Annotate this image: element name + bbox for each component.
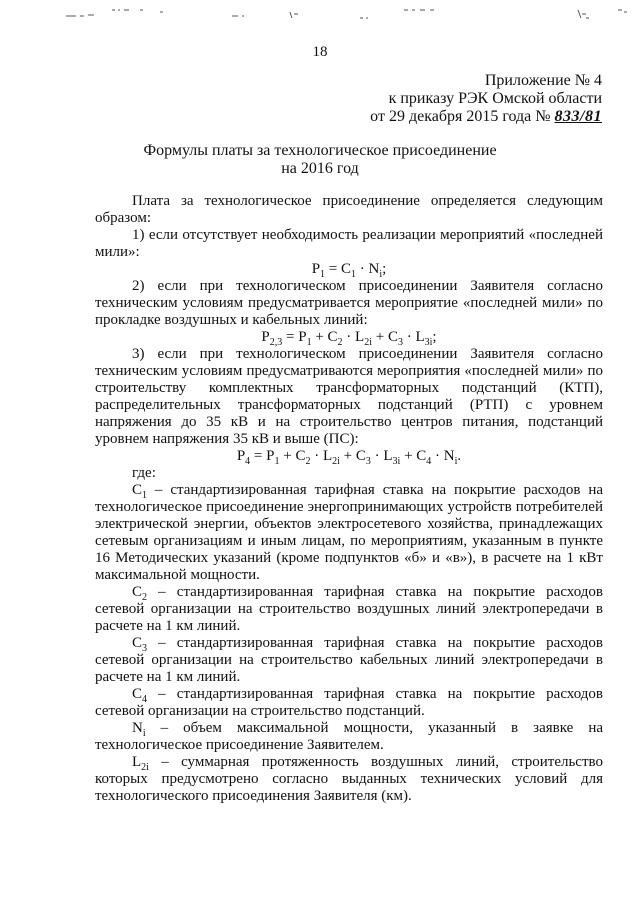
definition-c2: $C_2$ – стандартизированная тарифная ставка на покрытие расходов сетевой организации на строительство воздушных линий электропередачи в расчете на 1 км линий. — [95, 584, 604, 634]
document-body — [95, 193, 603, 805]
intro-paragraph: Плата за технологическое присоединение определяется следующим образом: — [95, 193, 603, 226]
definition-c4: $C_4$ – стандартизированная тарифная ставка на покрытие расходов сетевой организации на строительство подстанций. — [95, 686, 604, 719]
definition-l2i-text: – суммарная протяженность воздушных линий, строительство которых предусмотрено согласно выданных технических условий для технологического присоединения Заявителя (км). — [95, 754, 604, 804]
page-number: 18 — [312, 44, 328, 60]
document-title — [0, 142, 640, 178]
definition-c3: $C_3$ – стандартизированная тарифная ставка на покрытие расходов сетевой организации на строительство кабельных линий электропередачи в расчете на 1 км линий. — [95, 635, 604, 685]
definition-c1: $C_1$ – стандартизированная тарифная ставка на покрытие расходов на технологическое присоединение энергопринимающих устройств потребителей электрической энергии, объектов электросетевого хозяйства, принадлежащих сетевым организациям и иным лицам, по мероприятиям, указанным в пункте 16 Методических указаний (кроме подпунктов «б» и «в»), в расчете на 1 кВт максимальной мощности. — [95, 482, 604, 583]
case-3-paragraph: 3) если при технологическом присоединении Заявителя согласно техническим условиям предусматриваются мероприятия «последней мили» по строительству комплектных трансформаторных подстанций (КТП), распределительных трансформаторных подстанций (РТП) с уровнем напряжения до 35 кВ и на строительство центров питания, подстанций уровнем напряжения 35 кВ и выше (ПС): — [95, 346, 603, 447]
order-reference: к приказу РЭК Омской области — [388, 90, 602, 107]
order-date: от 29 декабря 2015 года № — [370, 108, 555, 125]
definition-c1-text: – стандартизированная тарифная ставка на покрытие расходов на технологическое присоединение энергопринимающих устройств потребителей электрической энергии, объектов электросетевого хозяйства, принадлежащих сетевым организациям и иным лицам, по мероприятиям, указанным в пункте 16 Методических указаний (кроме подпунктов «б» и «в»), в расчете на 1 кВт максимальной мощности. — [95, 482, 604, 583]
definition-ni-text: – объем максимальной мощности, указанный в заявке на технологическое присоединение Заявителем. — [95, 720, 604, 753]
definition-c4-text: – стандартизированная тарифная ставка на покрытие расходов сетевой организации на строительство подстанций. — [95, 686, 604, 719]
definition-ni: $N_i$ – объем максимальной мощности, указанный в заявке на технологическое присоединение Заявителем. — [95, 720, 604, 753]
case-1-paragraph: 1) если отсутствует необходимость реализации мероприятий «последней мили»: — [95, 227, 603, 260]
case-2-paragraph: 2) если при технологическом присоединении Заявителя согласно техническим условиям предусматривается мероприятие «последней мили» по прокладке воздушных и кабельных линий: — [95, 278, 603, 328]
scan-artifacts — [0, 4, 640, 24]
order-number-handwritten: 833/81 — [554, 108, 602, 125]
definition-l2i: $L_{2i}$ – суммарная протяженность воздушных линий, строительство которых предусмотрено согласно выданных технических условий для технологического присоединения Заявителя (км). — [95, 754, 604, 804]
definition-c2-text: – стандартизированная тарифная ставка на покрытие расходов сетевой организации на строительство воздушных линий электропередачи в расчете на 1 км линий. — [95, 584, 604, 634]
formula-p4: $P_4 = P_1 + C_2 \cdot L_{2i} + C_3 \cdot L_{3i} + C_4 \cdot N_i$. — [236, 448, 462, 467]
title-line-2: на 2016 год — [281, 160, 359, 177]
where-label: где: — [132, 465, 156, 481]
formula-p1: $P_1 = C_1 \cdot N_i$; — [311, 261, 387, 280]
order-date-line — [370, 108, 602, 126]
appendix-line: Приложение № 4 — [484, 72, 602, 89]
formula-p23: $P_{2,3} = P_1 + C_2 \cdot L_{2i} + C_3 \cdot L_{3i}$; — [261, 329, 437, 348]
appendix-header — [370, 72, 602, 126]
definition-c3-text: – стандартизированная тарифная ставка на покрытие расходов сетевой организации на строительство кабельных линий электропередачи в расчете на 1 км линий. — [95, 635, 604, 685]
title-line-1: Формулы платы за технологическое присоединение — [143, 142, 497, 159]
